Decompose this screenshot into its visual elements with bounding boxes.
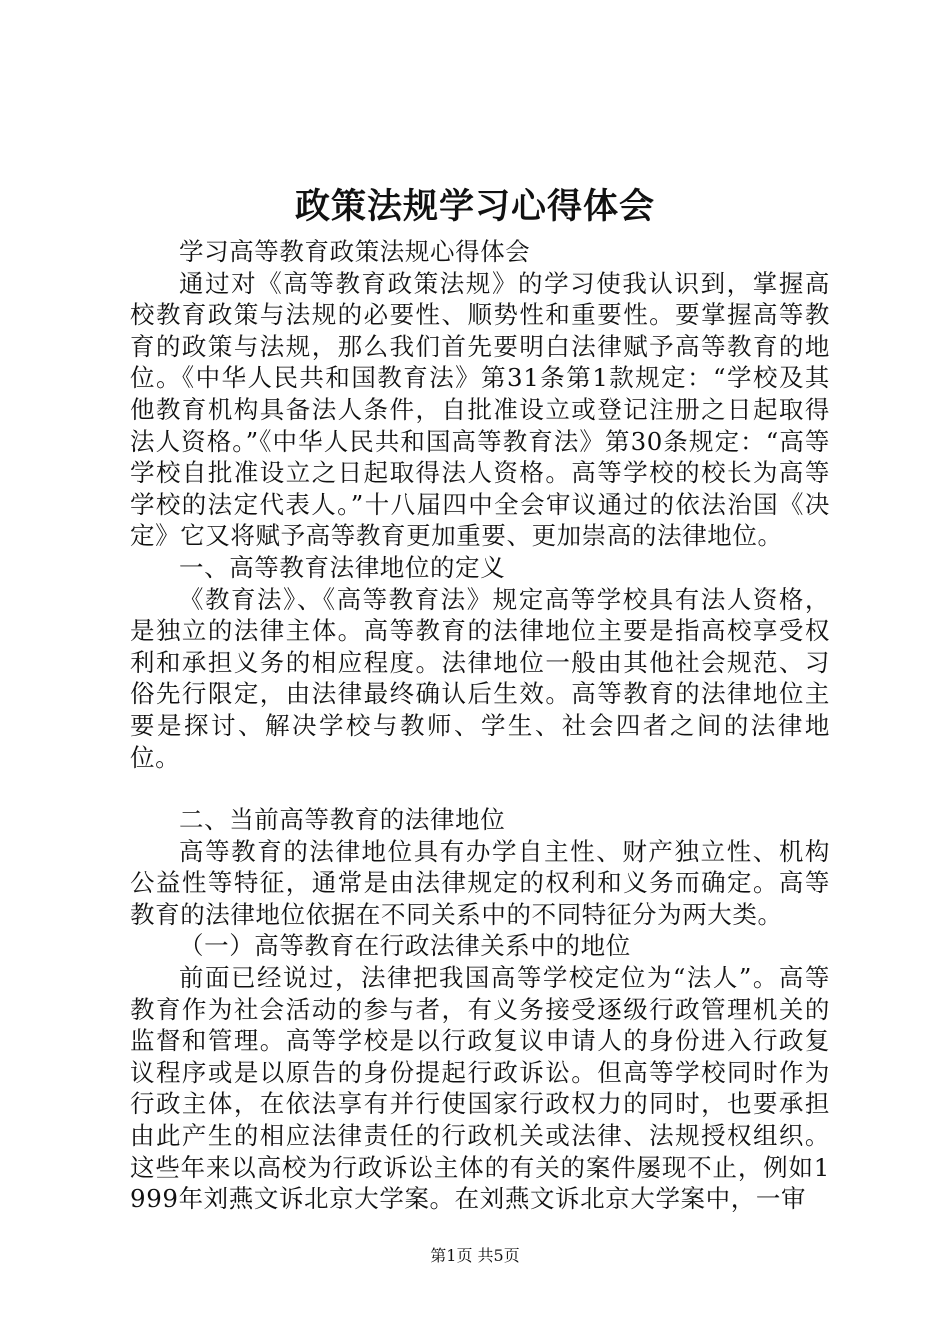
body-paragraph: 前面已经说过，法律把我国高等学校定位为“法人”。高等教育作为社会活动的参与者，有义务接受逐级行政管理机关的监督和管理。高等学校是以行政复议申请人的身份进入行政复议程序或是以原告的身份提起行政诉讼。但高等学校同时作为行政主体，在依法享有并行使国家行政权力的同时，也要承担由此产生的相应法律责任的行政机关或法律、法规授权组织。这些年来以高校为行政诉讼主体的有关的案件屡现不止，例如1999年刘燕文诉北京大学案。在刘燕文诉北京大学案中，一审 — [130, 963, 830, 1214]
page-number-footer: 第1页 共5页 — [430, 1246, 520, 1265]
body-paragraph: 通过对《高等教育政策法规》的学习使我认识到，掌握高校教育政策与法规的必要性、顺势性和重要性。要掌握高等教育的政策与法规，那么我们首先要明白法律赋予高等教育的地位。《中华人民共和国教育法》第31条第1款规定：“学校及其他教育机构具备法人条件，自批准设立或登记注册之日起取得法人资格。”《中华人民共和国高等教育法》第30条规定：“高等学校自批准设立之日起取得法人资格。高等学校的校长为高等学校的法定代表人。”十八届四中全会审议通过的依法治国《决定》它又将赋予高等教育更加重要、更加崇高的法律地位。 — [130, 268, 830, 551]
document-body — [130, 236, 830, 1215]
section-heading: 二、当前高等教育的法律地位 — [179, 805, 506, 835]
blank-line — [130, 773, 830, 804]
document-title: 政策法规学习心得体会 — [294, 186, 655, 227]
body-paragraph: 《教育法》、《高等教育法》规定高等学校具有法人资格，是独立的法律主体。高等教育的法律地位主要是指高校享受权利和承担义务的相应程度。法律地位一般由其他社会规范、习俗先行限定，由法律最终确认后生效。高等教育的法律地位主要是探讨、解决学校与教师、学生、社会四者之间的法律地位。 — [130, 584, 830, 772]
subtitle-paragraph: 学习高等教育政策法规心得体会 — [179, 237, 531, 266]
subsection-heading: （一）高等教育在行政法律关系中的地位 — [179, 931, 631, 961]
section-heading: 一、高等教育法律地位的定义 — [179, 552, 506, 582]
body-paragraph: 高等教育的法律地位具有办学自主性、财产独立性、机构公益性等特征，通常是由法律规定的权利和义务而确定。高等教育的法律地位依据在不同关系中的不同特征分为两大类。 — [130, 836, 830, 929]
